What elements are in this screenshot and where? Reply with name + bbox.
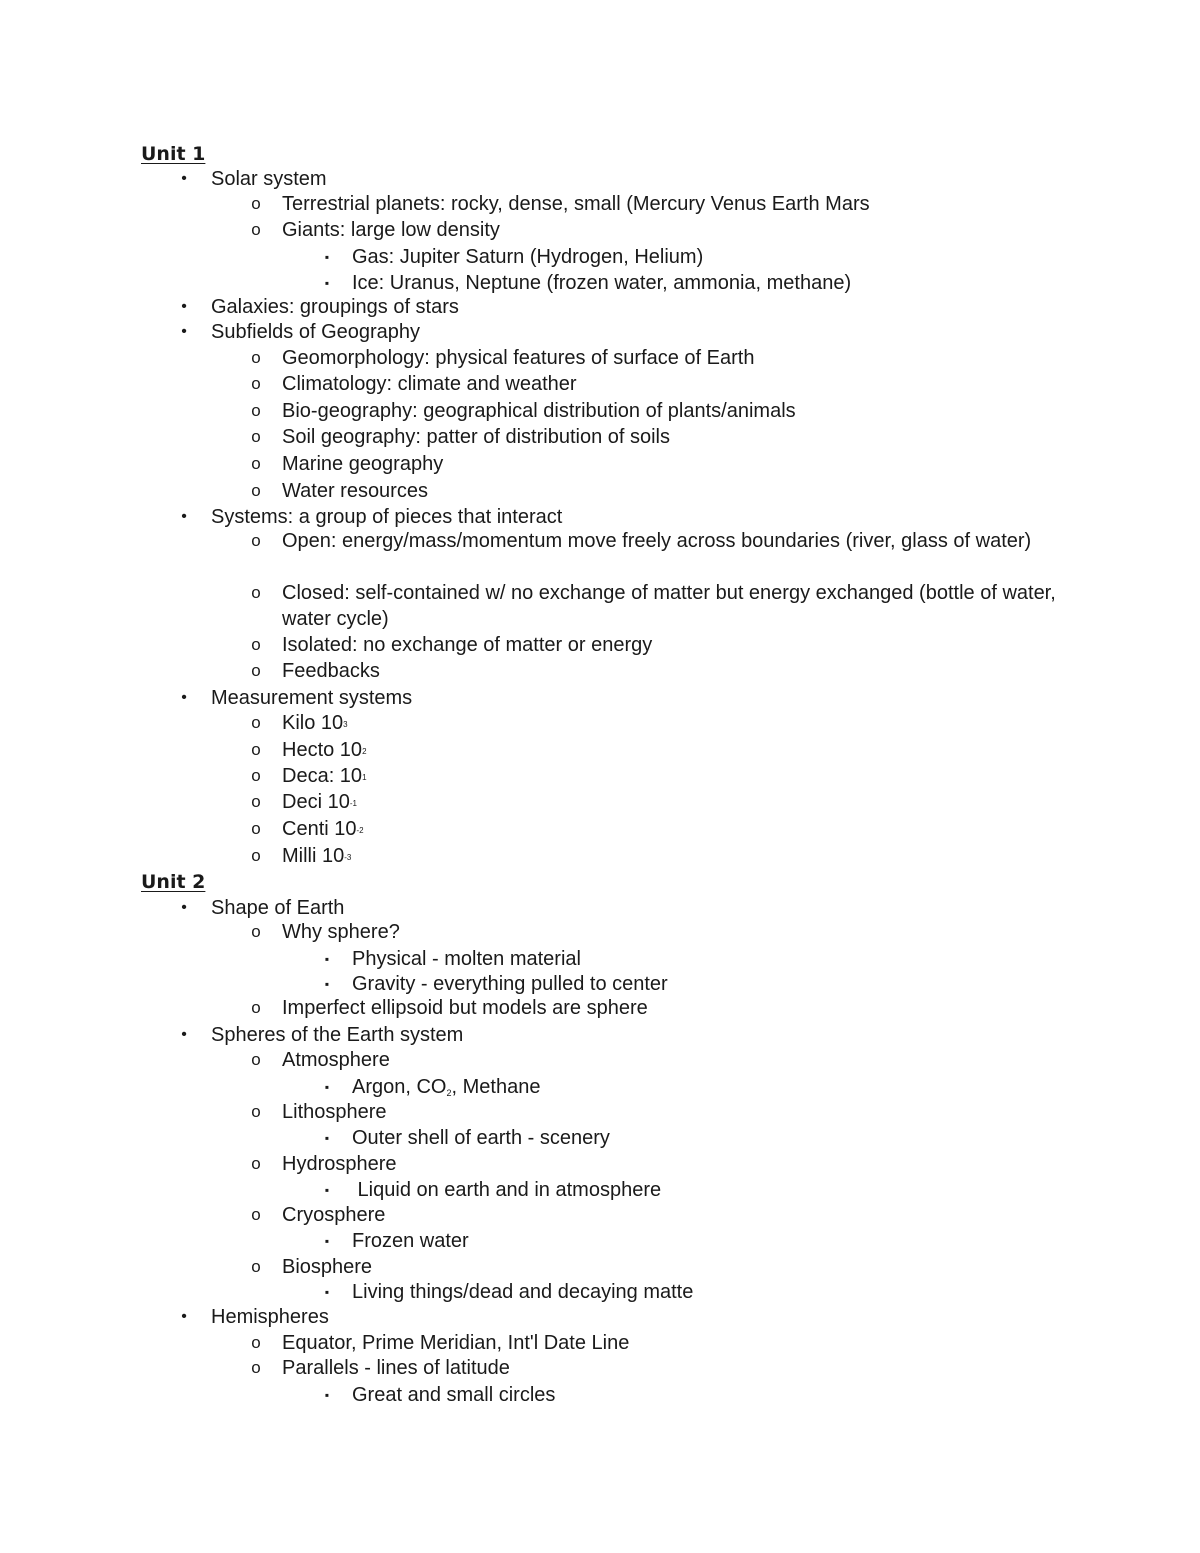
list-item — [251, 580, 1072, 632]
bullet-circle-icon: o — [251, 531, 261, 550]
unit-centi-exponent: -2 — [356, 826, 364, 835]
unit-milli-exponent: -3 — [344, 853, 352, 862]
bullet-circle-icon: o — [251, 427, 261, 446]
soil-text: Soil geography: patter of distribution of soils — [282, 426, 670, 448]
living-text: Living things/dead and decaying matte — [352, 1281, 694, 1303]
lithosphere-text: Lithosphere — [282, 1101, 387, 1123]
unit-milli-text: Milli 10 — [282, 845, 345, 867]
atmosphere-text: Atmosphere — [282, 1049, 390, 1071]
unit-2-heading: Unit 2 — [141, 871, 206, 893]
list-item — [324, 946, 581, 972]
water-text: Water resources — [282, 480, 428, 502]
shape-text: Shape of Earth — [211, 897, 345, 919]
unit-deca-exponent: 1 — [362, 773, 367, 782]
bullet-circle-icon: o — [251, 1102, 261, 1121]
bullet-circle-icon: o — [251, 846, 261, 865]
list-item — [251, 371, 577, 397]
list-item — [251, 710, 348, 740]
closed-text: Closed: self-contained w/ no exchange of matter but energy exchanged (bottle of water, water cycle) — [282, 582, 1056, 630]
bullet-square-icon: ▪ — [324, 1388, 330, 1402]
list-item — [251, 789, 357, 819]
list-item — [251, 1151, 397, 1177]
list-item — [324, 270, 852, 296]
list-item — [181, 1022, 464, 1048]
bullet-disc-icon: • — [181, 1308, 187, 1325]
unit-deci-exponent: -1 — [349, 799, 357, 808]
bullet-disc-icon: • — [181, 899, 187, 916]
list-item — [324, 1279, 694, 1305]
bullet-circle-icon: o — [251, 454, 261, 473]
methane-text: , Methane — [451, 1076, 541, 1098]
ice-text: Ice: Uranus, Neptune (frozen water, ammonia, methane) — [352, 272, 852, 294]
bullet-circle-icon: o — [251, 583, 261, 602]
bullet-square-icon: ▪ — [324, 1285, 330, 1299]
subfields-text: Subfields of Geography — [211, 321, 421, 343]
bullet-disc-icon: • — [181, 508, 187, 525]
bullet-circle-icon: o — [251, 401, 261, 420]
bullet-circle-icon: o — [251, 922, 261, 941]
list-item — [251, 658, 380, 684]
list-item — [181, 1304, 329, 1330]
list-item — [251, 1254, 373, 1280]
list-item — [324, 1382, 556, 1408]
feedbacks-text: Feedbacks — [282, 660, 380, 682]
list-item — [251, 398, 796, 424]
biosphere-text: Biosphere — [282, 1256, 373, 1278]
list-item — [251, 1202, 386, 1228]
bullet-circle-icon: o — [251, 348, 261, 367]
bullet-circle-icon: o — [251, 1257, 261, 1276]
list-item — [181, 294, 459, 320]
list-item — [251, 1099, 387, 1125]
unit-centi-text: Centi 10 — [282, 818, 357, 840]
bullet-circle-icon: o — [251, 635, 261, 654]
solar-system-text: Solar system — [211, 168, 327, 190]
why-sphere-text: Why sphere? — [282, 921, 400, 943]
bullet-circle-icon: o — [251, 194, 261, 213]
unit-hecto-text: Hecto 10 — [282, 739, 363, 761]
list-item — [181, 685, 413, 711]
list-item — [251, 451, 444, 477]
list-item — [251, 995, 648, 1021]
measurement-text: Measurement systems — [211, 687, 413, 709]
bullet-circle-icon: o — [251, 766, 261, 785]
bullet-circle-icon: o — [251, 1205, 261, 1224]
bullet-circle-icon: o — [251, 661, 261, 680]
gas-text: Gas: Jupiter Saturn (Hydrogen, Helium) — [352, 246, 704, 268]
spheres-text: Spheres of the Earth system — [211, 1024, 464, 1046]
hydrosphere-text: Hydrosphere — [282, 1153, 397, 1175]
unit-hecto-exponent: 2 — [362, 747, 367, 756]
bullet-circle-icon: o — [251, 998, 261, 1017]
climatology-text: Climatology: climate and weather — [282, 373, 577, 395]
terrestrial-text: Terrestrial planets: rocky, dense, small (Mercury Venus Earth Mars — [282, 193, 870, 215]
bullet-circle-icon: o — [251, 1050, 261, 1069]
bullet-square-icon: ▪ — [324, 1234, 330, 1248]
unit-deci-text: Deci 10 — [282, 791, 350, 813]
isolated-text: Isolated: no exchange of matter or energy — [282, 634, 653, 656]
bullet-circle-icon: o — [251, 740, 261, 759]
list-item — [251, 191, 870, 217]
list-item — [181, 504, 563, 530]
frozen-text: Frozen water — [352, 1230, 469, 1252]
biogeography-text: Bio-geography: geographical distribution of plants/animals — [282, 400, 796, 422]
list-item — [251, 1047, 390, 1073]
list-item — [251, 217, 500, 243]
list-item — [251, 843, 352, 873]
bullet-square-icon: ▪ — [324, 1131, 330, 1145]
bullet-circle-icon: o — [251, 1333, 261, 1352]
great-small-text: Great and small circles — [352, 1384, 556, 1406]
bullet-disc-icon: • — [181, 689, 187, 706]
bullet-circle-icon: o — [251, 1154, 261, 1173]
co2-subscript: 2 — [446, 1088, 452, 1098]
bullet-disc-icon: • — [181, 323, 187, 340]
unit-1-heading: Unit 1 — [141, 143, 206, 165]
list-item — [251, 424, 670, 450]
list-item — [251, 478, 428, 504]
marine-text: Marine geography — [282, 453, 444, 475]
argon-text: Argon, CO — [352, 1076, 447, 1098]
outer-shell-text: Outer shell of earth - scenery — [352, 1127, 610, 1149]
bullet-square-icon: ▪ — [324, 250, 330, 264]
bullet-circle-icon: o — [251, 792, 261, 811]
bullet-circle-icon: o — [251, 1358, 261, 1377]
bullet-disc-icon: • — [181, 170, 187, 187]
gravity-text: Gravity - everything pulled to center — [352, 973, 668, 995]
unit-deca-text: Deca: 10 — [282, 765, 363, 787]
bullet-square-icon: ▪ — [324, 1080, 330, 1094]
list-item — [324, 1177, 662, 1203]
bullet-circle-icon: o — [251, 713, 261, 732]
bullet-square-icon: ▪ — [324, 1183, 330, 1197]
list-item — [251, 345, 755, 371]
list-item — [324, 244, 704, 270]
equator-text: Equator, Prime Meridian, Int'l Date Line — [282, 1332, 630, 1354]
parallels-text: Parallels - lines of latitude — [282, 1357, 510, 1379]
bullet-square-icon: ▪ — [324, 977, 330, 991]
list-item — [181, 895, 345, 921]
bullet-square-icon: ▪ — [324, 952, 330, 966]
bullet-circle-icon: o — [251, 374, 261, 393]
list-item — [181, 319, 421, 345]
hemispheres-text: Hemispheres — [211, 1306, 329, 1328]
bullet-circle-icon: o — [251, 220, 261, 239]
physical-text: Physical - molten material — [352, 948, 581, 970]
systems-text: Systems: a group of pieces that interact — [211, 506, 563, 528]
giants-text: Giants: large low density — [282, 219, 500, 241]
unit-kilo-text: Kilo 10 — [282, 712, 344, 734]
list-item — [251, 528, 1072, 554]
geomorphology-text: Geomorphology: physical features of surface of Earth — [282, 347, 755, 369]
list-item — [251, 816, 364, 846]
galaxies-text: Galaxies: groupings of stars — [211, 296, 459, 318]
list-item — [324, 1228, 469, 1254]
open-text: Open: energy/mass/momentum move freely across boundaries (river, glass of water) — [282, 530, 1032, 552]
list-item — [181, 166, 327, 192]
cryosphere-text: Cryosphere — [282, 1204, 386, 1226]
bullet-disc-icon: • — [181, 1026, 187, 1043]
list-item — [251, 1330, 630, 1356]
bullet-circle-icon: o — [251, 481, 261, 500]
bullet-circle-icon: o — [251, 819, 261, 838]
imperfect-text: Imperfect ellipsoid but models are sphere — [282, 997, 648, 1019]
unit-kilo-exponent: 3 — [343, 720, 348, 729]
list-item — [324, 971, 668, 997]
bullet-square-icon: ▪ — [324, 276, 330, 290]
list-item — [251, 632, 653, 658]
bullet-disc-icon: • — [181, 298, 187, 315]
list-item — [251, 1355, 510, 1381]
list-item — [251, 919, 400, 945]
list-item — [324, 1125, 610, 1151]
liquid-text: Liquid on earth and in atmosphere — [352, 1179, 662, 1201]
